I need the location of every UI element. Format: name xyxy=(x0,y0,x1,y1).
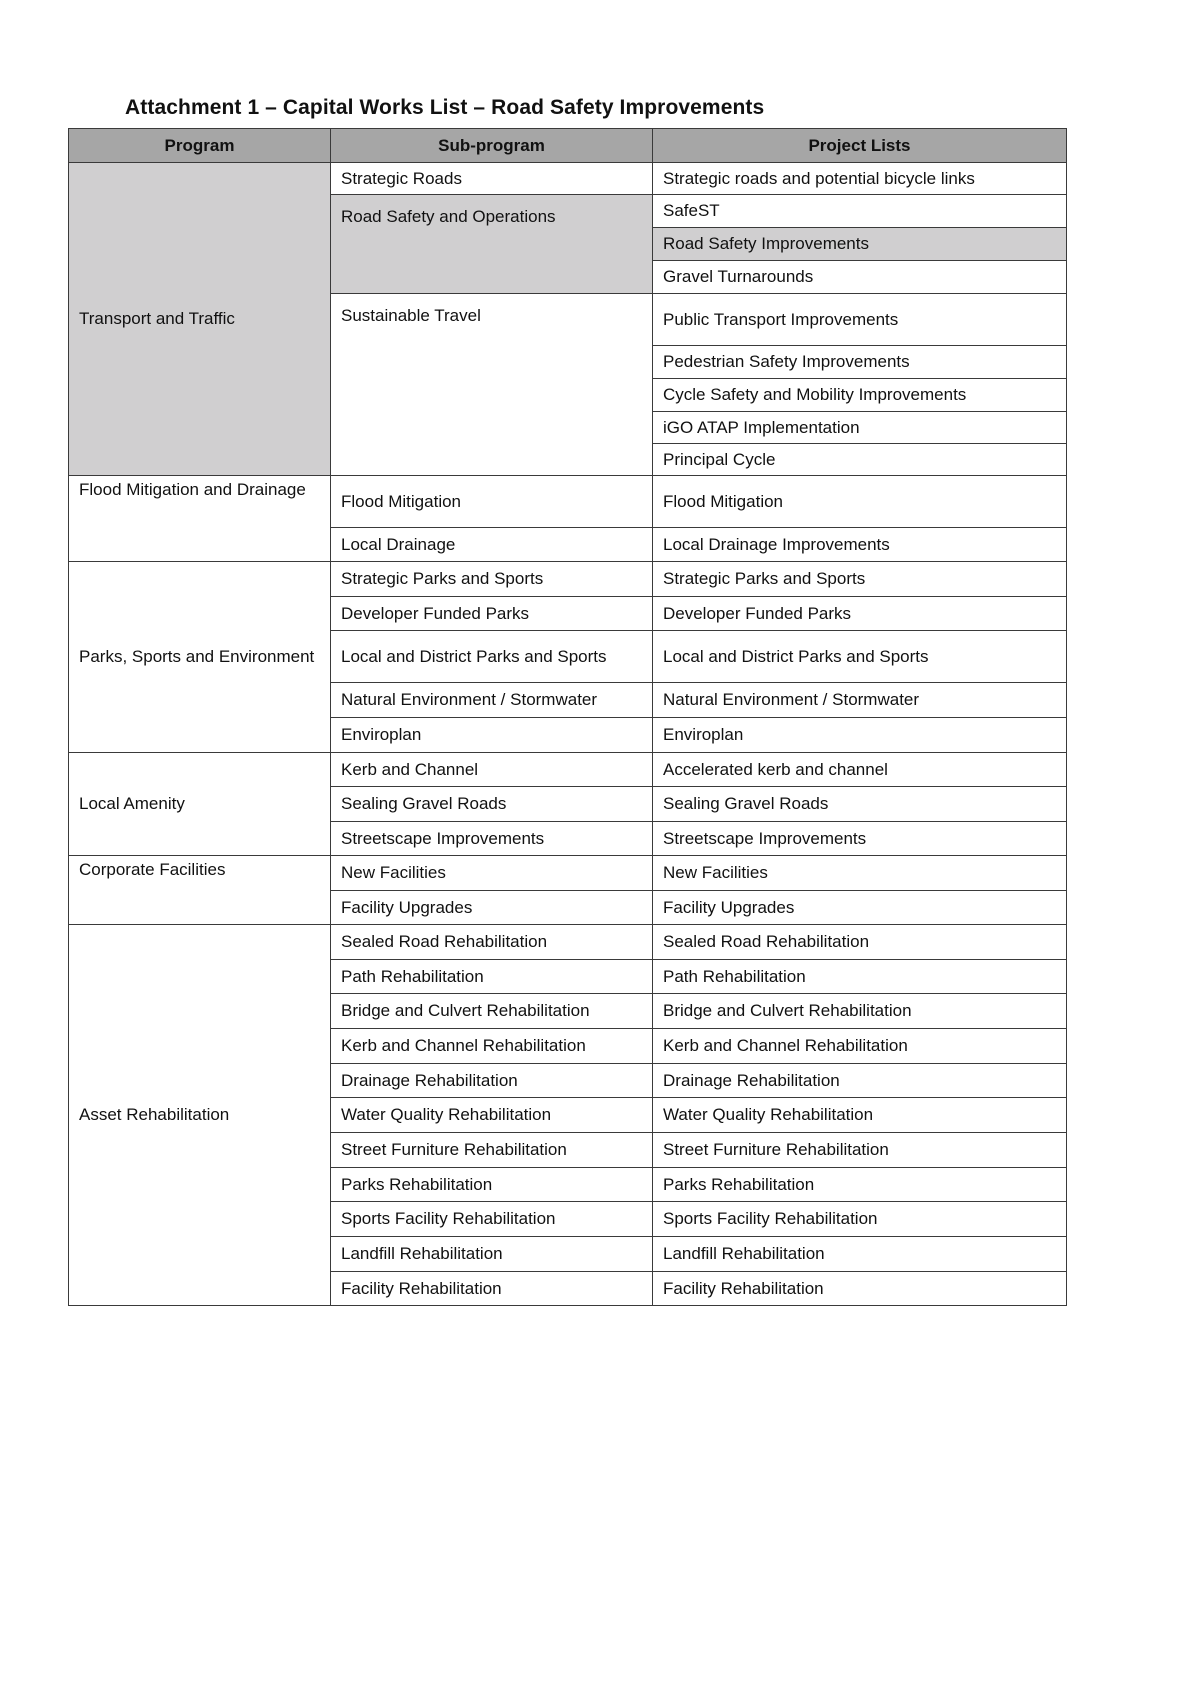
table-row xyxy=(69,562,1067,597)
project-cell: Facility Rehabilitation xyxy=(653,1272,1067,1306)
project-cell: Enviroplan xyxy=(653,718,1067,753)
subprogram-cell: Streetscape Improvements xyxy=(331,822,653,856)
project-cell: Water Quality Rehabilitation xyxy=(653,1098,1067,1133)
project-cell: Accelerated kerb and channel xyxy=(653,753,1067,787)
subprogram-cell: Road Safety and Operations xyxy=(331,195,653,294)
subprogram-cell: New Facilities xyxy=(331,856,653,891)
subprogram-cell: Kerb and Channel Rehabilitation xyxy=(331,1029,653,1064)
subprogram-cell: Natural Environment / Stormwater xyxy=(331,683,653,718)
subprogram-cell: Sealing Gravel Roads xyxy=(331,787,653,822)
subprogram-cell: Enviroplan xyxy=(331,718,653,753)
program-cell: Corporate Facilities xyxy=(69,856,331,925)
project-cell: iGO ATAP Implementation xyxy=(653,412,1067,444)
project-cell: Strategic Parks and Sports xyxy=(653,562,1067,597)
project-cell: Sealed Road Rehabilitation xyxy=(653,925,1067,960)
project-cell: Principal Cycle xyxy=(653,444,1067,476)
column-header-program: Program xyxy=(69,129,331,163)
table-row xyxy=(69,925,1067,960)
subprogram-cell: Local and District Parks and Sports xyxy=(331,631,653,683)
project-cell: Facility Upgrades xyxy=(653,891,1067,925)
subprogram-cell: Landfill Rehabilitation xyxy=(331,1237,653,1272)
project-cell: Local Drainage Improvements xyxy=(653,528,1067,562)
subprogram-cell: Street Furniture Rehabilitation xyxy=(331,1133,653,1168)
project-cell: Pedestrian Safety Improvements xyxy=(653,346,1067,379)
project-cell: Landfill Rehabilitation xyxy=(653,1237,1067,1272)
project-cell: Local and District Parks and Sports xyxy=(653,631,1067,683)
project-cell: Streetscape Improvements xyxy=(653,822,1067,856)
subprogram-cell: Facility Rehabilitation xyxy=(331,1272,653,1306)
project-cell-highlighted: Road Safety Improvements xyxy=(653,228,1067,261)
table-row xyxy=(69,163,1067,195)
subprogram-cell: Developer Funded Parks xyxy=(331,597,653,631)
program-cell: Parks, Sports and Environment xyxy=(69,562,331,753)
project-cell: Street Furniture Rehabilitation xyxy=(653,1133,1067,1168)
subprogram-cell: Parks Rehabilitation xyxy=(331,1168,653,1202)
project-cell: SafeST xyxy=(653,195,1067,228)
program-cell: Transport and Traffic xyxy=(69,163,331,476)
capital-works-table xyxy=(68,128,1067,1306)
project-cell: New Facilities xyxy=(653,856,1067,891)
program-cell: Asset Rehabilitation xyxy=(69,925,331,1306)
subprogram-cell: Facility Upgrades xyxy=(331,891,653,925)
subprogram-cell: Sealed Road Rehabilitation xyxy=(331,925,653,960)
project-cell: Cycle Safety and Mobility Improvements xyxy=(653,379,1067,412)
project-cell: Natural Environment / Stormwater xyxy=(653,683,1067,718)
table-header-row xyxy=(69,129,1067,163)
project-cell: Gravel Turnarounds xyxy=(653,261,1067,294)
table-row xyxy=(69,856,1067,891)
column-header-project-lists: Project Lists xyxy=(653,129,1067,163)
page-title: Attachment 1 – Capital Works List – Road Safety Improvements xyxy=(125,96,765,119)
subprogram-cell: Strategic Roads xyxy=(331,163,653,195)
project-cell: Developer Funded Parks xyxy=(653,597,1067,631)
project-cell: Path Rehabilitation xyxy=(653,960,1067,994)
project-cell: Drainage Rehabilitation xyxy=(653,1064,1067,1098)
project-cell: Strategic roads and potential bicycle links xyxy=(653,163,1067,195)
project-cell: Flood Mitigation xyxy=(653,476,1067,528)
project-cell: Kerb and Channel Rehabilitation xyxy=(653,1029,1067,1064)
table-row xyxy=(69,476,1067,528)
subprogram-cell: Sports Facility Rehabilitation xyxy=(331,1202,653,1237)
project-cell: Sports Facility Rehabilitation xyxy=(653,1202,1067,1237)
subprogram-cell: Kerb and Channel xyxy=(331,753,653,787)
program-cell: Local Amenity xyxy=(69,753,331,856)
project-cell: Public Transport Improvements xyxy=(653,294,1067,346)
subprogram-cell: Bridge and Culvert Rehabilitation xyxy=(331,994,653,1029)
subprogram-cell: Sustainable Travel xyxy=(331,294,653,476)
program-cell: Flood Mitigation and Drainage xyxy=(69,476,331,562)
column-header-subprogram: Sub-program xyxy=(331,129,653,163)
subprogram-cell: Strategic Parks and Sports xyxy=(331,562,653,597)
subprogram-cell: Drainage Rehabilitation xyxy=(331,1064,653,1098)
table-row xyxy=(69,753,1067,787)
subprogram-cell: Flood Mitigation xyxy=(331,476,653,528)
project-cell: Parks Rehabilitation xyxy=(653,1168,1067,1202)
subprogram-cell: Water Quality Rehabilitation xyxy=(331,1098,653,1133)
subprogram-cell: Local Drainage xyxy=(331,528,653,562)
project-cell: Bridge and Culvert Rehabilitation xyxy=(653,994,1067,1029)
subprogram-cell: Path Rehabilitation xyxy=(331,960,653,994)
project-cell: Sealing Gravel Roads xyxy=(653,787,1067,822)
